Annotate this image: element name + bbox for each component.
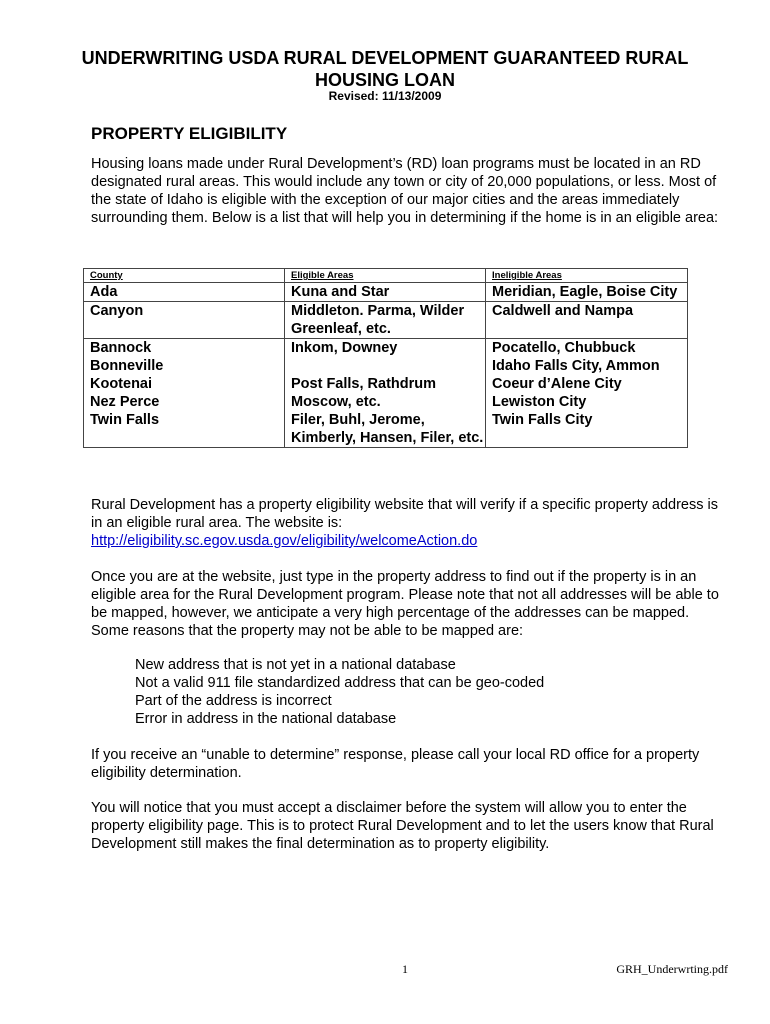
eligible-cell: Post Falls, Rathdrum [285, 375, 486, 393]
eligible-cell: Middleton. Parma, Wilder Greenleaf, etc. [285, 302, 486, 339]
county-cell: Ada [84, 283, 285, 302]
table-row [84, 302, 688, 339]
revised-date: Revised: 11/13/2009 [328, 89, 442, 103]
disclaimer-paragraph: You will notice that you must accept a disclaimer before the system will allow you to enter the property eligibility page. This is to protect Rural Development and to let the users know that Rural Development still makes the final determination as to property eligibility. [91, 800, 714, 852]
eligible-cell: Moscow, etc. [285, 393, 486, 411]
ineligible-cell: Idaho Falls City, Ammon [486, 357, 688, 375]
list-item: Not a valid 911 file standardized address that can be geo-coded [135, 675, 545, 691]
eligible-cell: Inkom, Downey [285, 339, 486, 358]
ineligible-cell: Meridian, Eagle, Boise City [486, 283, 688, 302]
ineligible-cell: Caldwell and Nampa [486, 302, 688, 339]
page-number: 1 [402, 962, 408, 976]
ineligible-cell: Pocatello, Chubbuck [486, 339, 688, 358]
list-item: Error in address in the national database [135, 711, 397, 727]
title-line-1: UNDERWRITING USDA RURAL DEVELOPMENT GUARANTEED RURAL [81, 48, 689, 68]
eligible-cell: Kuna and Star [285, 283, 486, 302]
list-item: New address that is not yet in a national database [135, 657, 456, 673]
table-row [84, 339, 688, 358]
header-ineligible-areas: Ineligible Areas [486, 269, 688, 283]
eligible-cell [285, 357, 486, 375]
eligible-cell: Filer, Buhl, Jerome, Kimberly, Hansen, Filer, etc. [285, 411, 486, 448]
website-paragraph [91, 496, 731, 550]
eligibility-table [83, 268, 688, 448]
unable-paragraph: If you receive an “unable to determine” response, please call your local RD office for a property eligibility determination. [91, 747, 700, 781]
title-line-2: HOUSING LOAN [314, 70, 455, 90]
table-header-row [84, 269, 688, 283]
ineligible-cell: Coeur d’Alene City [486, 375, 688, 393]
county-cell: Canyon [84, 302, 285, 339]
list-item: Part of the address is incorrect [135, 693, 332, 709]
intro-paragraph: Housing loans made under Rural Development’s (RD) loan programs must be located in an RD designated rural areas. This would include any town or city of 20,000 populations, or less. Most of the state of Idaho is eligible with the exception of our major cities and the areas immediately surrounding them. Below is a list that will help you in determining if the home is in an eligible area: [91, 156, 719, 226]
county-cell: Kootenai [84, 375, 285, 393]
table-row [84, 375, 688, 393]
footer-filename: GRH_Underwrting.pdf [616, 962, 728, 976]
ineligible-cell: Lewiston City [486, 393, 688, 411]
table-row [84, 411, 688, 448]
table-row [84, 283, 688, 302]
county-cell: Twin Falls [84, 411, 285, 448]
document-title [0, 47, 770, 91]
eligibility-website-link[interactable]: http://eligibility.sc.egov.usda.gov/eligibility/welcomeAction.do [91, 533, 478, 549]
table-row [84, 393, 688, 411]
header-eligible-areas: Eligible Areas [285, 269, 486, 283]
reasons-list [135, 656, 544, 728]
instructions-paragraph: Once you are at the website, just type in the property address to find out if the property is in an eligible area for the Rural Development program. Please note that not all addresses will be able to be mapped, however, we anticipate a very high percentage of the addresses can be mapped. Some reasons that the property may not be able to be mapped are: [91, 569, 719, 639]
county-cell: Bonneville [84, 357, 285, 375]
table-row [84, 357, 688, 375]
header-county: County [84, 269, 285, 283]
ineligible-cell: Twin Falls City [486, 411, 688, 448]
section-heading: PROPERTY ELIGIBILITY [91, 124, 288, 143]
website-text: Rural Development has a property eligibility website that will verify if a specific property address is in an eligible rural area. The website is: [91, 497, 718, 531]
county-cell: Bannock [84, 339, 285, 358]
county-cell: Nez Perce [84, 393, 285, 411]
